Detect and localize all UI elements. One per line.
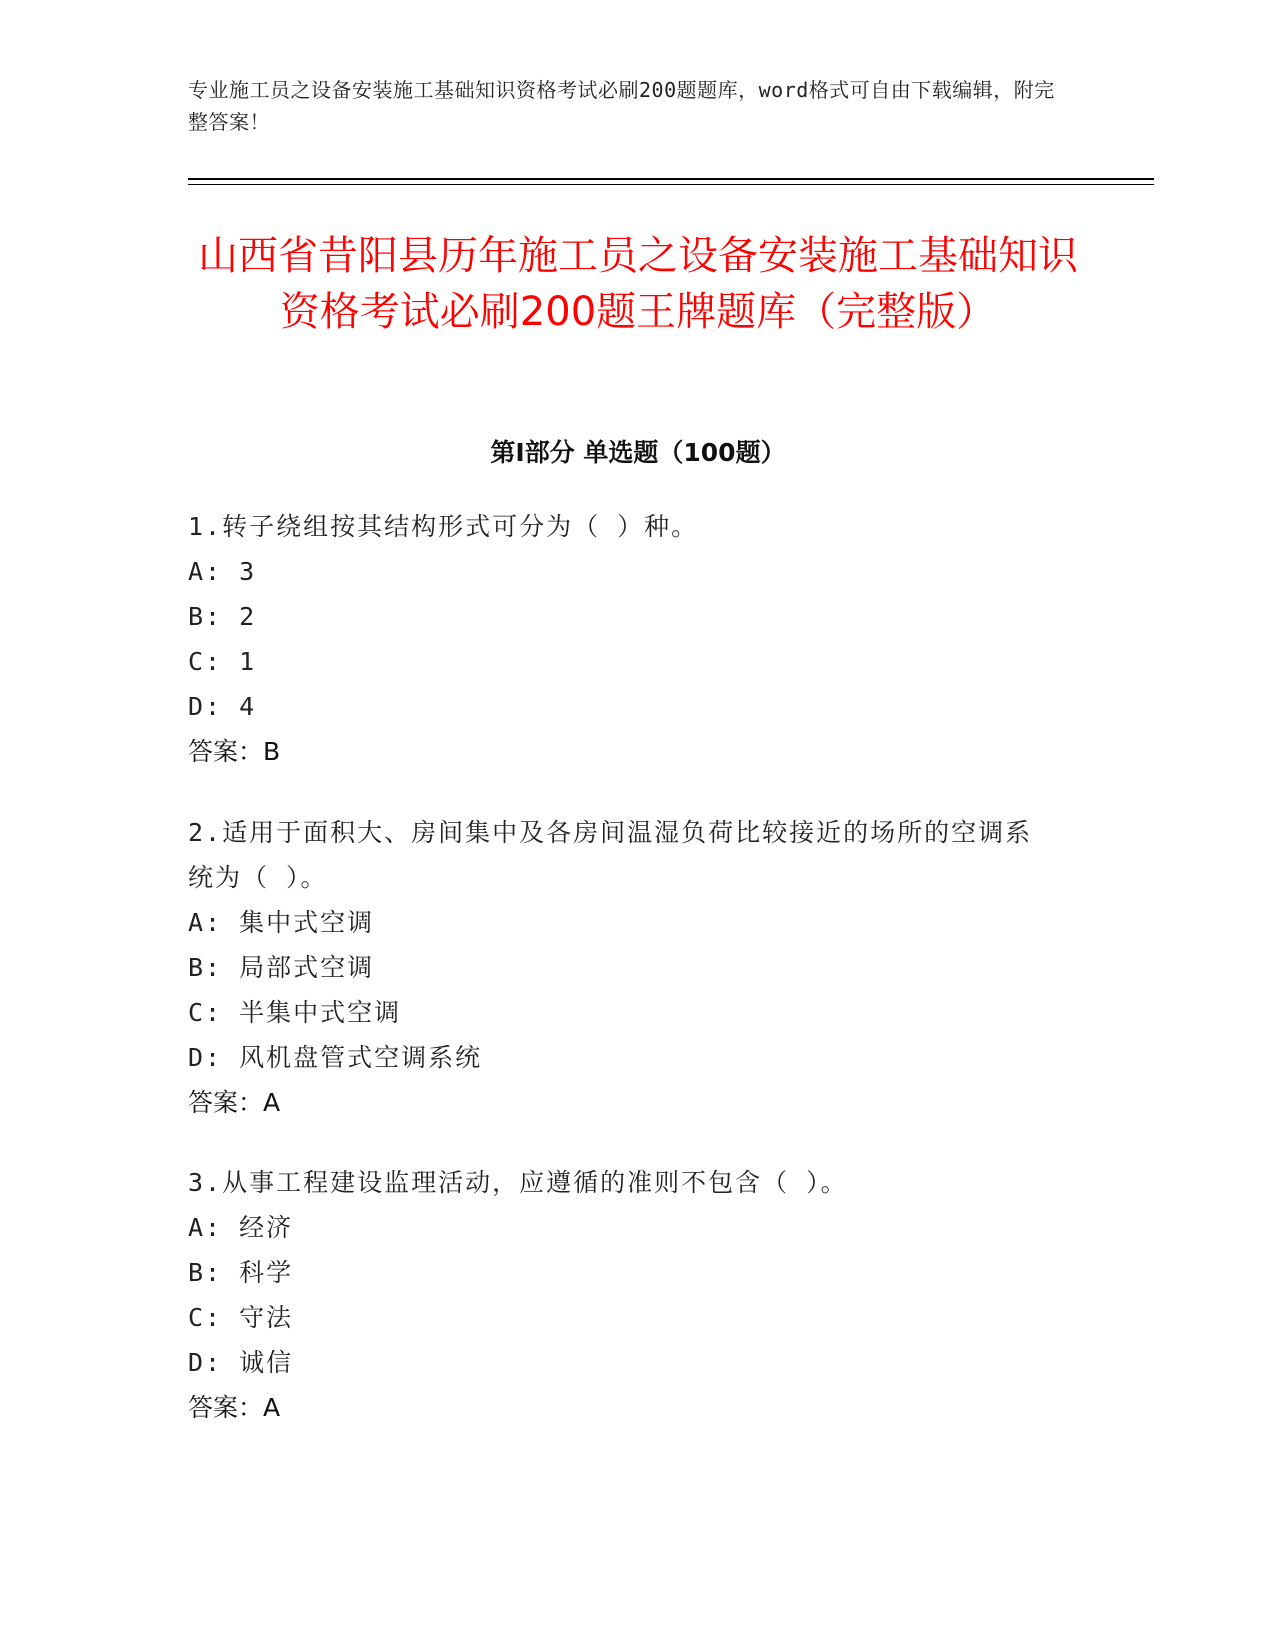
option-c: C: 半集中式空调 <box>188 998 402 1027</box>
option-a: A: 3 <box>188 557 257 586</box>
question-3 <box>188 1160 1088 1430</box>
question-2 <box>188 810 1088 1125</box>
option-d: D: 风机盘管式空调系统 <box>188 1043 483 1072</box>
answer: 答案：B <box>188 737 281 766</box>
header-rule-thick <box>188 178 1154 180</box>
option-c: C: 守法 <box>188 1303 294 1332</box>
document-title: 山西省昔阳县历年施工员之设备安装施工基础知识资格考试必刷200题王牌题库（完整版） <box>198 233 1078 335</box>
option-b: B: 2 <box>188 602 257 631</box>
option-a: A: 集中式空调 <box>188 908 375 937</box>
question-stem: 3.从事工程建设监理活动，应遵循的准则不包含（ ）。 <box>188 1168 848 1197</box>
question-1 <box>188 504 1088 774</box>
section-title: 第Ⅰ部分 单选题（100题） <box>490 438 786 467</box>
header-rule-thin <box>188 184 1154 185</box>
option-c: C: 1 <box>188 647 257 676</box>
header-note: 专业施工员之设备安装施工基础知识资格考试必刷200题题库，word格式可自由下载编辑，附完整答案！ <box>188 78 1055 134</box>
option-b: B: 科学 <box>188 1258 294 1287</box>
option-d: D: 4 <box>188 692 257 721</box>
option-b: B: 局部式空调 <box>188 953 375 982</box>
question-stem: 1.转子绕组按其结构形式可分为（ ）种。 <box>188 512 699 541</box>
option-a: A: 经济 <box>188 1213 294 1242</box>
option-d: D: 诚信 <box>188 1348 294 1377</box>
answer: 答案：A <box>188 1088 281 1117</box>
answer: 答案：A <box>188 1393 281 1422</box>
question-stem: 2.适用于面积大、房间集中及各房间温湿负荷比较接近的场所的空调系统为（ ）。 <box>188 818 1033 892</box>
